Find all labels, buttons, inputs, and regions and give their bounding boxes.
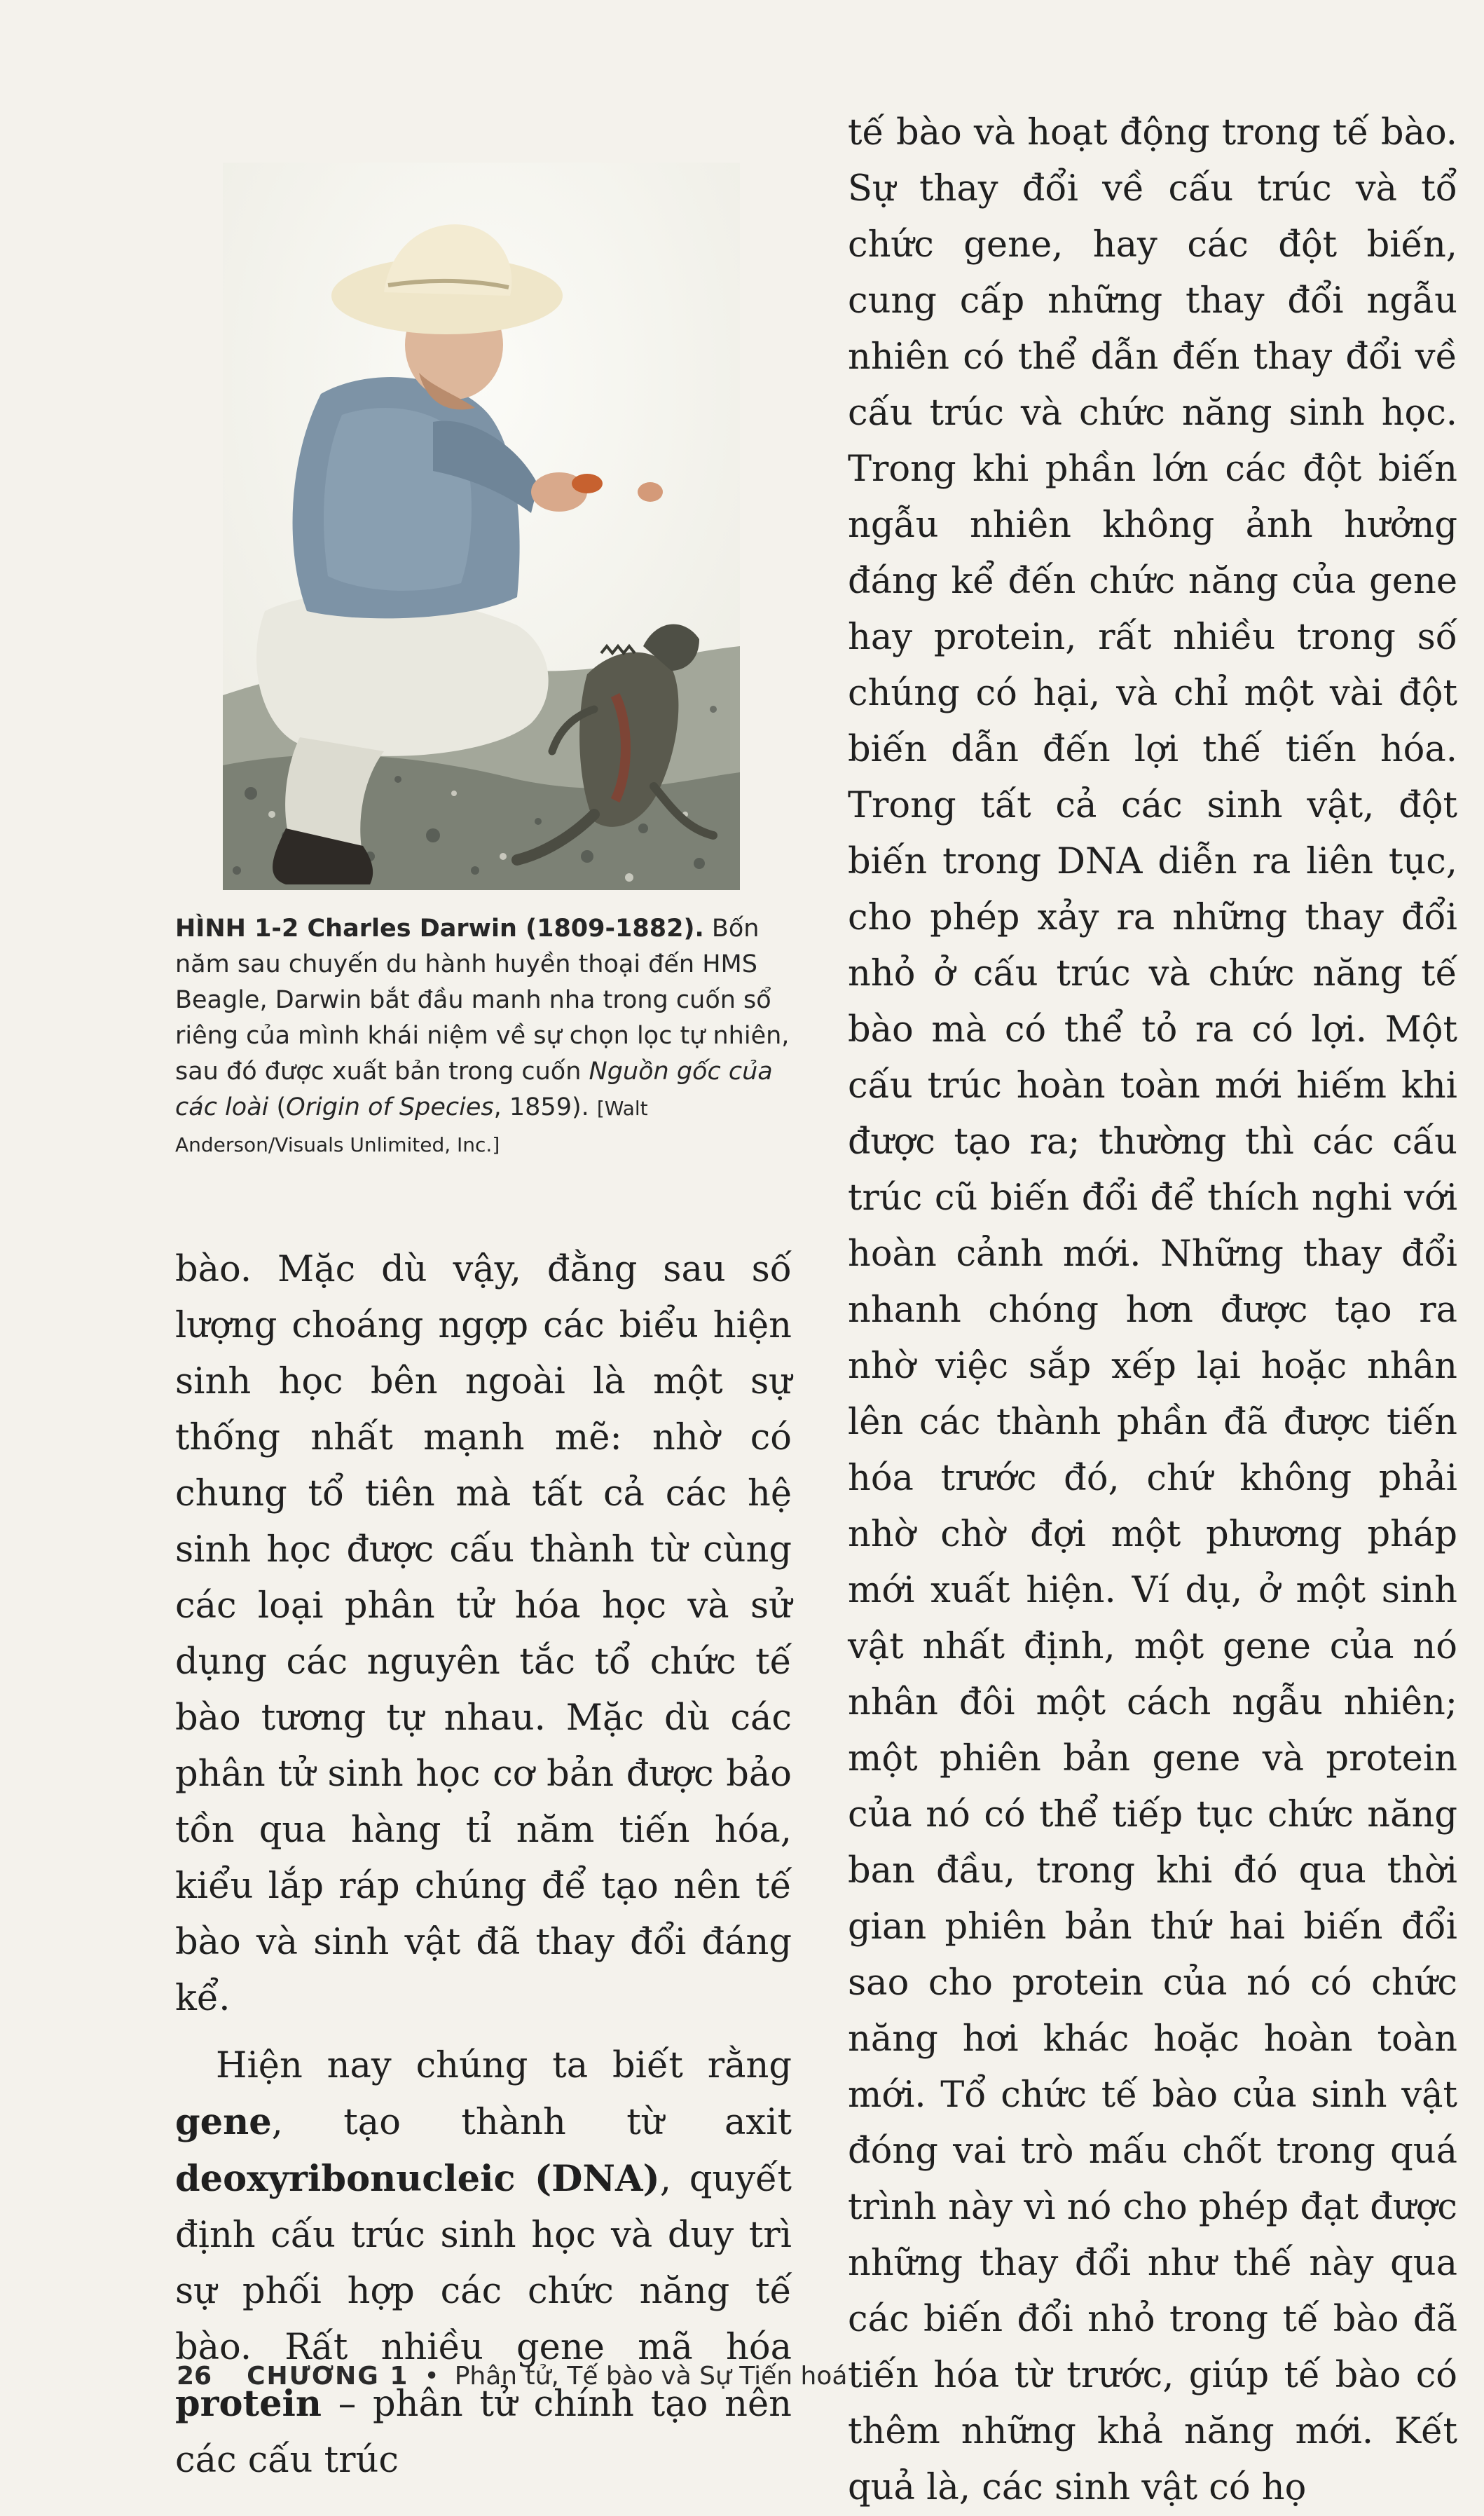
darwin-illustration <box>223 163 740 890</box>
footer-bullet: • <box>424 2362 439 2391</box>
chapter-label: CHƯƠNG 1 <box>247 2362 409 2391</box>
page-number: 26 <box>177 2362 212 2391</box>
right-paragraph: tế bào và hoạt động trong tế bào. Sự thay đổi về cấu trúc và tổ chức gene, hay các đột biến, cung cấp những thay đổi ngẫu nhiên có thể dẫn đến thay đổi về cấu trúc và chức năng sinh học. Trong khi phần lớn các đột biến ngẫu nhiên không ảnh hưởng đáng kể đến chức năng của gene hay protein, rất nhiều trong số chúng có hại, và chỉ một vài đột biến dẫn đến lợi thế tiến hóa. Trong tất cả các sinh vật, đột biến trong DNA diễn ra liên tục, cho phép xảy ra những thay đổi nhỏ ở cấu trúc và chức năng tế bào mà có thể tỏ ra có lợi. Một cấu trúc hoàn toàn mới hiếm khi được tạo ra; thường thì các cấu trúc cũ biến đổi để thích nghi với hoàn cảnh mới. Những thay đổi nhanh chóng hơn được tạo ra nhờ việc sắp xếp lại hoặc nhân lên các thành phần đã được tiến hóa trước đó, chứ không phải nhờ chờ đợi một phương pháp mới xuất hiện. Ví dụ, ở một sinh vật nhất định, một gene của nó nhân đôi một cách ngẫu nhiên; một phiên bản gene và protein của nó có thể tiếp tục chức năng ban đầu, trong khi đó qua thời gian phiên bản thứ hai biến đổi sao cho protein của nó có chức năng hơi khác hoặc hoàn toàn mới. Tổ chức tế bào của sinh vật đóng vai trò mấu chốt trong quá trình này vì nó cho phép đạt được những thay đổi như thế này qua các biến đổi nhỏ trong tế bào đã tiến hóa từ trước, giúp tế bào có thêm những khả năng mới. Kết quả là, các sinh vật có họ <box>848 112 1457 2508</box>
caption-text-2: ( <box>268 1093 287 1121</box>
para2-text-a: Hiện nay chúng ta biết rằng <box>216 2045 792 2086</box>
para2-text-d: – phân tử chính tạo nên các cấu trúc <box>175 2384 792 2481</box>
left-text-column <box>175 1242 792 2489</box>
right-text-column <box>848 105 1457 2516</box>
left-paragraph-1: bào. Mặc dù vậy, đằng sau số lượng choáng ngợp các biểu hiện sinh học bên ngoài là một sự thống nhất mạnh mẽ: nhờ có chung tổ tiên mà tất cả các hệ sinh học được cấu thành từ cùng các loại phân tử hóa học và sử dụng các nguyên tắc tổ chức tế bào tương tự nhau. Mặc dù các phân tử sinh học cơ bản được bảo tồn qua hàng tỉ năm tiến hóa, kiểu lắp ráp chúng để tạo nên tế bào và sinh vật đã thay đổi đáng kể. <box>175 1249 792 2019</box>
term-protein: protein <box>175 2383 322 2425</box>
chapter-title: Phân tử, Tế bào và Sự Tiến hoá <box>454 2362 848 2391</box>
para2-text-b: , tạo thành từ axit <box>271 2102 792 2143</box>
caption-credit: [Walt Anderson/Visuals Unlimited, Inc.] <box>175 1097 648 1156</box>
figure-label: HÌNH 1-2 Charles Darwin (1809-1882). <box>175 915 704 943</box>
caption-title-en: Origin of Species <box>286 1093 494 1121</box>
figure-caption <box>175 911 792 1163</box>
caption-text-1: Bốn năm sau chuyến du hành huyền thoại đến HMS Beagle, Darwin bắt đầu manh nha trong cuốn sổ riêng của mình khái niệm về sự chọn lọc tự nhiên, sau đó được xuất bản trong cuốn <box>175 915 790 1086</box>
para2-text-c: , quyết định cấu trúc sinh học và duy trì sự phối hợp các chức năng tế bào. Rất nhiều gene mã hóa <box>175 2159 792 2368</box>
term-dna: deoxyribonucleic (DNA) <box>175 2158 660 2200</box>
left-paragraph-2 <box>175 2038 792 2489</box>
caption-title-vi: Nguồn gốc của các loài <box>175 1058 773 1121</box>
darwin-painting-svg <box>223 163 740 890</box>
caption-text-3: , 1859). <box>493 1093 597 1121</box>
term-gene: gene <box>175 2101 272 2143</box>
page-footer <box>177 2362 847 2404</box>
